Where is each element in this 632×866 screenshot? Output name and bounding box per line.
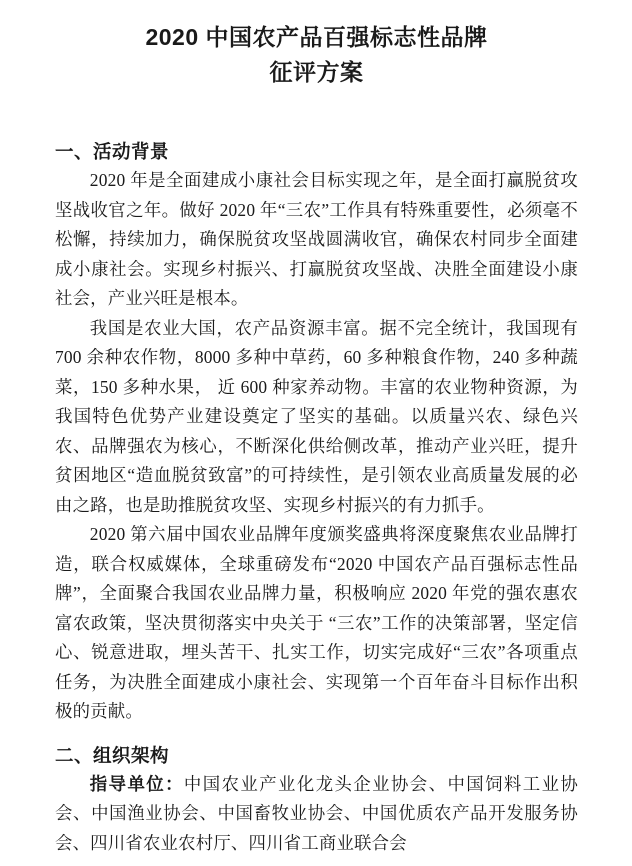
background-paragraph-1: 2020 年是全面建成小康社会目标实现之年，是全面打赢脱贫攻坚战收官之年。做好 2020 年“三农”工作具有特殊重要性，必须毫不松懈，持续加力，确保脱贫攻坚战圆满收官，确保农村同步全面建成小康社会。实现乡村振兴、打赢脱贫攻坚战、决胜全面建设小康社会，产业兴旺是根本。 — [55, 170, 578, 308]
guide-units-label: 指导单位： — [89, 773, 184, 794]
guide-units-text: 中国农业产业化龙头企业协会、中国饲料工业协会、中国渔业协会、中国畜牧业协会、中国优质农产品开发服务协会、四川省农业农村厅、四川省工商业联合会 — [55, 773, 578, 853]
section-heading-organization: 二、组织架构 — [55, 744, 170, 766]
background-paragraph-3: 2020 第六届中国农业品牌年度颁奖盛典将深度聚焦农业品牌打造，联合权威媒体，全球重磅发布“2020 中国农产品百强标志性品牌”，全面聚合我国农业品牌力量，积极响应 2020 年党的强农惠农富农政策，坚决贯彻落实中央关于 “三农”工作的决策部署，坚定信心、锐意进取，埋头苦干、扎实工作，切实完成好“三农”各项重点任务，为决胜全面建成小康社会、实现第一个百年奋斗目标作出积极的贡献。 — [55, 524, 578, 721]
section-heading-background: 一、活动背景 — [55, 141, 170, 162]
document-title-line2: 征评方案 — [269, 59, 364, 85]
background-paragraph-2: 我国是农业大国，农产品资源丰富。据不完全统计，我国现有 700 余种农作物，8000 多种中草药，60 多种粮食作物，240 多种蔬菜，150 多种水果， 近 600 种家养动物。丰富的农业物种资源，为我国特色优势产业建设奠定了坚实的基础。以质量兴农、绿色兴农、品牌强农为核心，不断深化供给侧改革，推动产业兴旺，提升贫困地区“造血脱贫致富”的可持续性，是引领农业高质量发展的必由之路，也是助推脱贫攻坚、实现乡村振兴的有力抓手。 — [55, 317, 578, 515]
document-title-line1: 2020 中国农产品百强标志性品牌 — [145, 24, 488, 50]
guide-units-paragraph — [55, 770, 578, 859]
document-title — [55, 20, 578, 90]
